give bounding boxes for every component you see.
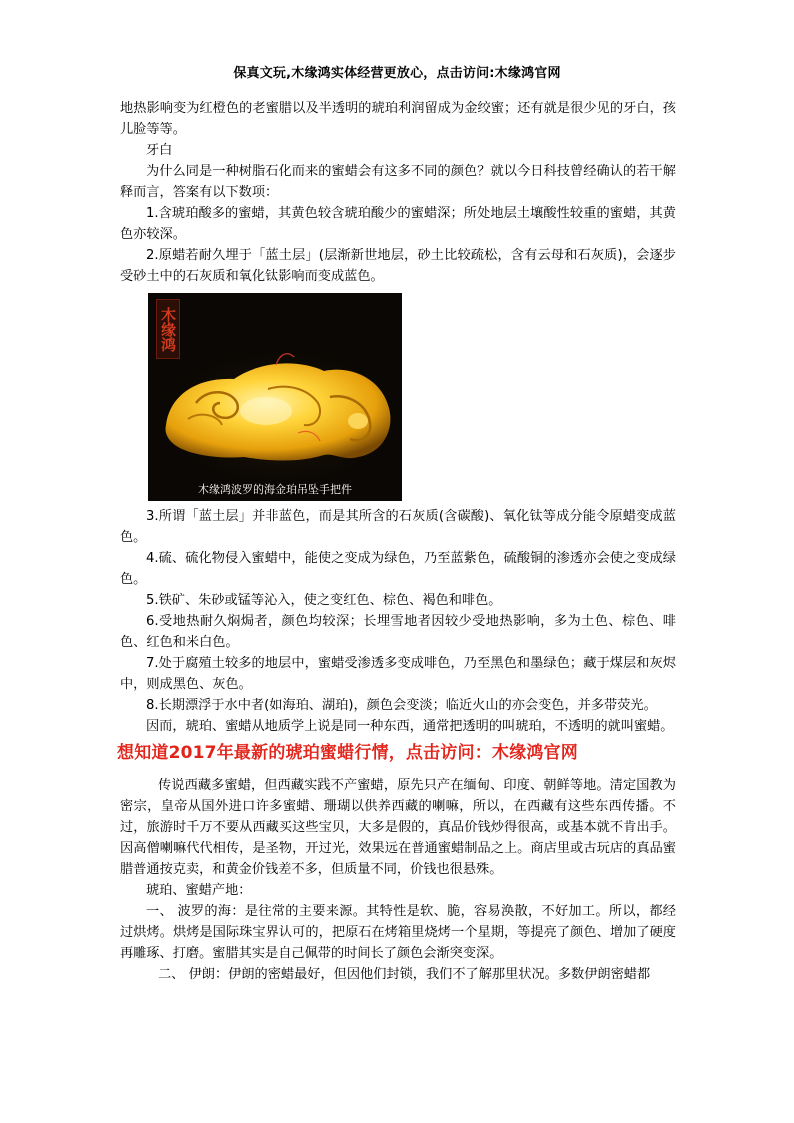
list-item: 5.铁矿、朱砂或锰等沁入，使之变红色、棕色、褐色和啡色。 <box>146 593 502 608</box>
amber-pendant-photo <box>148 293 402 501</box>
image-caption: 木缘鸿波罗的海金珀吊坠手把件 <box>198 483 352 496</box>
paragraph: 因而，琥珀、蜜蜡从地质学上说是同一种东西，通常把透明的叫琥珀，不透明的就叫蜜蜡。 <box>146 719 674 734</box>
list-item: 3.所谓「蓝土层」并非蓝色，而是其所含的石灰质(含碳酸)、氧化钛等成分能令原蜡变成蓝色。 <box>120 509 676 545</box>
list-item: 7.处于腐殖土较多的地层中，蜜蜡受渗透多变成啡色，乃至黑色和墨绿色；藏于煤层和灰烬中，则成黑色、灰色。 <box>120 656 676 692</box>
paragraph: 传说西藏多蜜蜡，但西藏实践不产蜜蜡，原先只产在缅甸、印度、朝鲜等地。清定国教为密宗，皇帝从国外进口许多蜜蜡、珊瑚以供养西藏的喇嘛，所以，在西藏有这些东西传播。不过，旅游时千万不要从西藏买这些宝贝，大多是假的，真品价钱炒得很高，或基本就不肯出手。因高僧喇嘛代代相传，是圣物，开过光，效果远在普通蜜蜡制品之上。商店里或古玩店的真品蜜腊普通按克卖，和黄金价钱差不多，但质量不同，价钱也很悬殊。 <box>120 778 676 877</box>
list-item: 一、 波罗的海：是往常的主要来源。其特性是软、脆，容易涣散，不好加工。所以，都经过烘烤。烘烤是国际珠宝界认可的，把原石在烤箱里烧烤一个星期，等提亮了颜色、增加了硬度再雕琢、打磨。蜜腊其实是自己佩带的时间长了颜色会渐突变深。 <box>120 904 676 961</box>
list-item: 6.受地热耐久焖焗者，颜色均较深；长埋雪地者因较少受地热影响，多为土色、棕色、啡色、红色和米白色。 <box>120 614 676 650</box>
paragraph-subheading: 琥珀、蜜蜡产地： <box>146 883 252 898</box>
paragraph: 为什么同是一种树脂石化而来的蜜蜡会有这多不同的颜色？就以今日科技曾经确认的若干解释而言，答案有以下数项： <box>120 164 676 200</box>
paragraph: 地热影响变为红橙色的老蜜腊以及半透明的琥珀利润留成为金绞蜜；还有就是很少见的牙白，孩儿脸等等。 <box>120 101 676 137</box>
list-item: 1.含琥珀酸多的蜜蜡，其黄色较含琥珀酸少的蜜蜡深；所处地层土壤酸性较重的蜜蜡，其黄色亦较深。 <box>120 206 676 242</box>
seal-stamp <box>156 299 180 359</box>
amber-carving-illustration <box>148 293 402 501</box>
document-body <box>117 98 676 985</box>
header-banner[interactable]: 保真文玩,木缘鸿实体经营更放心，点击访问:木缘鸿官网 <box>233 66 561 81</box>
promo-link[interactable]: 想知道2017年最新的琥珀蜜蜡行情，点击访问：木缘鸿官网 <box>117 743 578 763</box>
list-item: 2.原蜡若耐久埋于「蓝土层」(层渐新世地层，砂土比较疏松，含有云母和石灰质)，会逐步受砂土中的石灰质和氧化钛影响而变成蓝色。 <box>120 248 676 284</box>
list-item: 8.长期漂浮于水中者(如海珀、湖珀)，颜色会变淡；临近火山的亦会变色，并多带荧光。 <box>146 698 657 713</box>
seal-text: 木缘鸿 <box>159 306 177 352</box>
paragraph-heading-yabai: 牙白 <box>146 143 173 158</box>
list-item: 二、 伊朗：伊朗的密蜡最好，但因他们封锁，我们不了解那里状况。多数伊朗密蜡都 <box>158 967 651 982</box>
list-item: 4.硫、硫化物侵入蜜蜡中，能使之变成为绿色，乃至蓝紫色，硫酸铜的渗透亦会使之变成绿色。 <box>120 551 676 587</box>
